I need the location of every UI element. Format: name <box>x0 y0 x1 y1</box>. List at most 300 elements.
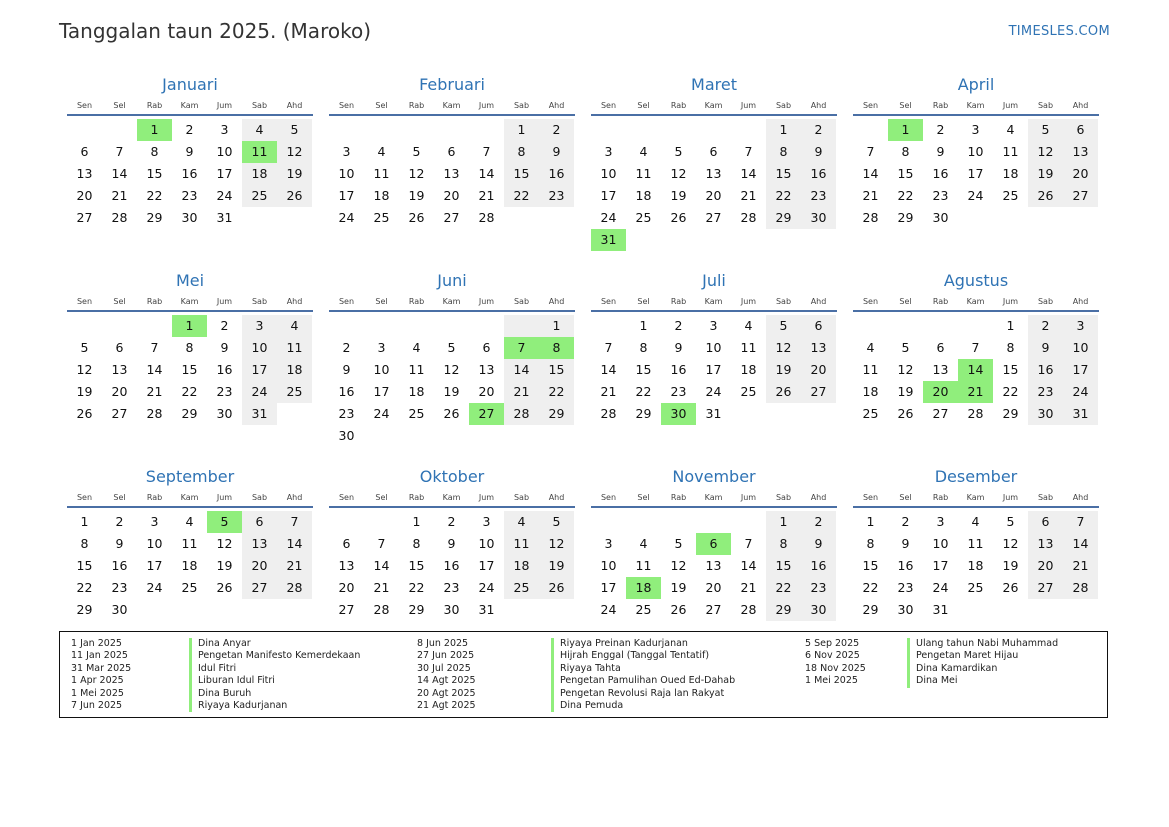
empty-cell <box>277 599 312 621</box>
weekday-label: Sel <box>899 297 912 306</box>
days-grid <box>329 511 575 621</box>
empty-cell <box>364 511 399 533</box>
weekday-label: Jum <box>1002 101 1019 110</box>
legend-column <box>409 638 797 717</box>
day-cell: 11 <box>408 362 425 377</box>
day-cell: 18 <box>1002 166 1019 181</box>
weekday-label: Sab <box>775 493 792 502</box>
legend-date: 31 Mar 2025 <box>71 662 132 674</box>
day-cell: 6 <box>342 536 351 551</box>
day-cell: 12 <box>1002 536 1019 551</box>
day-cell: 9 <box>1028 337 1063 359</box>
day-cell: 15 <box>504 163 539 185</box>
day-cell: 10 <box>478 536 495 551</box>
day-cell: 16 <box>801 163 836 185</box>
day-cell: 16 <box>443 558 460 573</box>
weekday-label: Ahd <box>810 493 827 502</box>
legend-holiday-name: Pengetan Manifesto Kemerdekaan <box>189 650 409 662</box>
day-cell: 14 <box>373 558 390 573</box>
day-cell: 30 <box>932 210 949 225</box>
legend-holiday-name: Riyaya Tahta <box>551 663 797 675</box>
day-cell: 11 <box>862 362 879 377</box>
weekday-header <box>329 294 575 312</box>
weekday-label: Sab <box>775 101 792 110</box>
day-cell: 11 <box>504 533 539 555</box>
day-cell: 27 <box>932 406 949 421</box>
day-cell: 18 <box>242 163 277 185</box>
day-cell: 31 <box>478 602 495 617</box>
day-cell: 2 <box>539 119 574 141</box>
day-cell: 31 <box>1063 403 1098 425</box>
day-cell: 14 <box>146 362 163 377</box>
legend-holiday-name: Dina Pemuda <box>551 700 797 712</box>
legend-date: 7 Jun 2025 <box>71 699 123 711</box>
day-cell: 30 <box>801 599 836 621</box>
empty-cell <box>661 229 696 251</box>
empty-cell <box>329 315 364 337</box>
legend-date: 27 Jun 2025 <box>417 650 475 662</box>
day-cell: 24 <box>216 188 233 203</box>
day-cell: 14 <box>740 166 757 181</box>
day-cell: 20 <box>1063 163 1098 185</box>
empty-cell <box>469 119 504 141</box>
day-cell: 28 <box>862 210 879 225</box>
day-cell: 9 <box>220 340 229 355</box>
day-cell: 28 <box>740 210 757 225</box>
day-cell: 3 <box>342 144 351 159</box>
day-cell: 25 <box>635 602 652 617</box>
legend-column <box>797 638 1107 717</box>
day-cell: 15 <box>1002 362 1019 377</box>
weekday-label: Sen <box>76 297 93 306</box>
day-cell: 25 <box>1002 188 1019 203</box>
day-cell: 25 <box>635 210 652 225</box>
legend-date: 20 Agt 2025 <box>417 687 476 699</box>
day-cell: 9 <box>447 536 456 551</box>
empty-cell <box>696 511 731 533</box>
empty-cell <box>504 315 539 337</box>
legend-holiday-name: Pengetan Maret Hijau <box>907 650 1107 662</box>
legend-date: 11 Jan 2025 <box>71 650 128 662</box>
day-cell: 29 <box>1002 406 1019 421</box>
day-cell: 22 <box>539 381 574 403</box>
empty-cell <box>399 119 434 141</box>
empty-cell <box>434 119 469 141</box>
weekday-label: Kam <box>704 493 723 502</box>
month-januari <box>67 74 313 270</box>
day-cell: 5 <box>447 340 456 355</box>
day-cell: 18 <box>635 188 652 203</box>
day-cell: 22 <box>408 580 425 595</box>
day-cell: 18 <box>181 558 198 573</box>
day-cell: 19 <box>670 580 687 595</box>
day-cell: 23 <box>443 580 460 595</box>
empty-cell <box>277 403 312 425</box>
day-cell: 14 <box>600 362 617 377</box>
day-cell: 30 <box>661 403 696 425</box>
empty-cell <box>434 315 469 337</box>
weekday-label: Rab <box>932 297 949 306</box>
legend-holiday-name: Dina Mei <box>907 675 1107 687</box>
day-cell: 28 <box>478 210 495 225</box>
empty-cell <box>172 599 207 621</box>
day-cell: 31 <box>705 406 722 421</box>
day-cell: 29 <box>76 602 93 617</box>
legend-holiday-name: Liburan Idul Fitri <box>189 675 409 687</box>
day-cell: 7 <box>150 340 159 355</box>
day-cell: 10 <box>600 558 617 573</box>
day-cell: 13 <box>478 362 495 377</box>
day-cell: 8 <box>1006 340 1015 355</box>
weekday-label: Ahd <box>286 101 303 110</box>
day-cell: 14 <box>478 166 495 181</box>
weekday-label: Jum <box>478 297 495 306</box>
days-grid <box>591 315 837 425</box>
empty-cell <box>539 207 574 229</box>
day-cell: 13 <box>705 558 722 573</box>
day-cell: 20 <box>705 580 722 595</box>
day-cell: 17 <box>705 362 722 377</box>
weekday-label: Ahd <box>810 297 827 306</box>
day-cell: 20 <box>478 384 495 399</box>
day-cell: 6 <box>696 533 731 555</box>
day-cell: 3 <box>604 536 613 551</box>
month-februari <box>329 74 575 270</box>
day-cell: 17 <box>216 166 233 181</box>
weekday-label: Kam <box>180 297 199 306</box>
day-cell: 1 <box>766 119 801 141</box>
empty-cell <box>102 119 137 141</box>
day-cell: 8 <box>766 141 801 163</box>
weekday-label: Kam <box>704 297 723 306</box>
day-cell: 5 <box>1028 119 1063 141</box>
day-cell: 18 <box>408 384 425 399</box>
empty-cell <box>993 207 1028 229</box>
day-cell: 6 <box>709 144 718 159</box>
weekday-header <box>853 490 1099 508</box>
day-cell: 22 <box>1002 384 1019 399</box>
legend-date: 21 Agt 2025 <box>417 699 476 711</box>
empty-cell <box>888 315 923 337</box>
empty-cell <box>137 599 172 621</box>
site-link[interactable]: TIMESLES.COM <box>1008 24 1110 39</box>
weekday-label: Kam <box>442 493 461 502</box>
day-cell: 22 <box>635 384 652 399</box>
empty-cell <box>137 315 172 337</box>
day-cell: 12 <box>216 536 233 551</box>
empty-cell <box>626 511 661 533</box>
empty-cell <box>731 229 766 251</box>
day-cell: 27 <box>705 210 722 225</box>
day-cell: 27 <box>801 381 836 403</box>
day-cell: 26 <box>670 210 687 225</box>
day-cell: 29 <box>539 403 574 425</box>
day-cell: 23 <box>932 188 949 203</box>
day-cell: 17 <box>146 558 163 573</box>
empty-cell <box>67 315 102 337</box>
empty-cell <box>591 315 626 337</box>
day-cell: 9 <box>674 340 683 355</box>
day-cell: 9 <box>539 141 574 163</box>
day-cell: 13 <box>705 166 722 181</box>
day-cell: 12 <box>277 141 312 163</box>
day-cell: 1 <box>504 119 539 141</box>
day-cell: 25 <box>277 381 312 403</box>
day-cell: 7 <box>115 144 124 159</box>
day-cell: 12 <box>76 362 93 377</box>
month-name: April <box>957 75 995 94</box>
day-cell: 4 <box>412 340 421 355</box>
day-cell: 28 <box>1063 577 1098 599</box>
weekday-label: Sen <box>862 101 879 110</box>
weekday-label: Sel <box>375 493 388 502</box>
weekday-label: Sab <box>1037 101 1054 110</box>
day-cell: 22 <box>76 580 93 595</box>
day-cell: 29 <box>181 406 198 421</box>
day-cell: 24 <box>1063 381 1098 403</box>
day-cell: 1 <box>412 514 421 529</box>
weekday-label: Sen <box>862 493 879 502</box>
day-cell: 22 <box>897 188 914 203</box>
day-cell: 15 <box>862 558 879 573</box>
day-cell: 7 <box>971 340 980 355</box>
day-cell: 7 <box>277 511 312 533</box>
day-cell: 12 <box>670 558 687 573</box>
empty-cell <box>364 119 399 141</box>
day-cell: 1 <box>639 318 648 333</box>
day-cell: 10 <box>932 536 949 551</box>
weekday-header <box>591 294 837 312</box>
day-cell: 24 <box>600 210 617 225</box>
day-cell: 24 <box>967 188 984 203</box>
days-grid <box>853 119 1099 229</box>
month-name: Mei <box>175 271 205 290</box>
day-cell: 15 <box>897 166 914 181</box>
day-cell: 6 <box>80 144 89 159</box>
empty-cell <box>329 511 364 533</box>
weekday-header <box>67 294 313 312</box>
weekday-label: Jum <box>216 101 233 110</box>
weekday-label: Ahd <box>1072 101 1089 110</box>
day-cell: 20 <box>923 381 958 403</box>
day-cell: 3 <box>709 318 718 333</box>
empty-cell <box>67 119 102 141</box>
month-april <box>853 74 1099 270</box>
day-cell: 29 <box>766 207 801 229</box>
legend-holiday-name: Dina Buruh <box>189 688 409 700</box>
day-cell: 29 <box>766 599 801 621</box>
weekday-header <box>853 98 1099 116</box>
empty-cell <box>1063 599 1098 621</box>
day-cell: 11 <box>967 536 984 551</box>
day-cell: 12 <box>539 533 574 555</box>
day-cell: 14 <box>1063 533 1098 555</box>
day-cell: 2 <box>674 318 683 333</box>
day-cell: 20 <box>338 580 355 595</box>
day-cell: 29 <box>862 602 879 617</box>
day-cell: 14 <box>504 359 539 381</box>
day-cell: 24 <box>932 580 949 595</box>
day-cell: 22 <box>146 188 163 203</box>
day-cell: 17 <box>373 384 390 399</box>
day-cell: 7 <box>1063 511 1098 533</box>
empty-cell <box>766 403 801 425</box>
days-grid <box>591 119 837 251</box>
day-cell: 21 <box>862 188 879 203</box>
weekday-label: Ahd <box>548 493 565 502</box>
day-cell: 21 <box>146 384 163 399</box>
day-cell: 7 <box>744 536 753 551</box>
day-cell: 21 <box>1063 555 1098 577</box>
day-cell: 24 <box>338 210 355 225</box>
day-cell: 2 <box>115 514 124 529</box>
day-cell: 26 <box>897 406 914 421</box>
month-name: Desember <box>934 467 1018 486</box>
day-cell: 8 <box>504 141 539 163</box>
day-cell: 11 <box>181 536 198 551</box>
day-cell: 3 <box>936 514 945 529</box>
weekday-label: Sel <box>113 297 126 306</box>
day-cell: 25 <box>740 384 757 399</box>
weekday-label: Rab <box>932 493 949 502</box>
weekday-label: Sen <box>76 101 93 110</box>
day-cell: 25 <box>967 580 984 595</box>
weekday-label: Ahd <box>810 101 827 110</box>
day-cell: 14 <box>958 359 993 381</box>
empty-cell <box>277 207 312 229</box>
month-name: Februari <box>419 75 485 94</box>
day-cell: 15 <box>76 558 93 573</box>
weekday-label: Kam <box>442 297 461 306</box>
day-cell: 2 <box>185 122 194 137</box>
days-grid <box>67 315 313 425</box>
day-cell: 10 <box>600 166 617 181</box>
day-cell: 4 <box>242 119 277 141</box>
legend-date: 1 Mei 2025 <box>71 687 124 699</box>
days-grid <box>591 511 837 621</box>
legend-date: 8 Jun 2025 <box>417 638 469 649</box>
legend-date: 14 Agt 2025 <box>417 675 476 687</box>
day-cell: 23 <box>897 580 914 595</box>
weekday-label: Sab <box>251 493 268 502</box>
day-cell: 18 <box>277 359 312 381</box>
day-cell: 26 <box>539 577 574 599</box>
day-cell: 2 <box>936 122 945 137</box>
day-cell: 24 <box>373 406 390 421</box>
weekday-label: Rab <box>408 101 425 110</box>
day-cell: 10 <box>705 340 722 355</box>
weekday-label: Jum <box>740 101 757 110</box>
day-cell: 5 <box>207 511 242 533</box>
day-cell: 10 <box>242 337 277 359</box>
day-cell: 20 <box>705 188 722 203</box>
weekday-label: Sab <box>513 493 530 502</box>
day-cell: 10 <box>216 144 233 159</box>
day-cell: 9 <box>801 533 836 555</box>
day-cell: 26 <box>1002 580 1019 595</box>
day-cell: 30 <box>443 602 460 617</box>
day-cell: 5 <box>674 144 683 159</box>
day-cell: 25 <box>373 210 390 225</box>
day-cell: 19 <box>539 555 574 577</box>
days-grid <box>853 315 1099 425</box>
weekday-label: Rab <box>670 297 687 306</box>
day-cell: 27 <box>1063 185 1098 207</box>
days-grid <box>329 119 575 229</box>
day-cell: 1 <box>1006 318 1015 333</box>
weekday-label: Sen <box>862 297 879 306</box>
day-cell: 2 <box>342 340 351 355</box>
day-cell: 10 <box>1063 337 1098 359</box>
day-cell: 6 <box>801 315 836 337</box>
empty-cell <box>539 599 574 621</box>
day-cell: 12 <box>897 362 914 377</box>
day-cell: 16 <box>1028 359 1063 381</box>
weekday-header <box>67 490 313 508</box>
day-cell: 30 <box>338 428 355 443</box>
day-cell: 17 <box>600 580 617 595</box>
day-cell: 8 <box>412 536 421 551</box>
day-cell: 25 <box>862 406 879 421</box>
empty-cell <box>434 425 469 447</box>
empty-cell <box>102 315 137 337</box>
day-cell: 11 <box>242 141 277 163</box>
day-cell: 6 <box>1028 511 1063 533</box>
day-cell: 9 <box>185 144 194 159</box>
empty-cell <box>626 229 661 251</box>
weekday-label: Rab <box>146 101 163 110</box>
day-cell: 19 <box>1002 558 1019 573</box>
day-cell: 30 <box>111 602 128 617</box>
day-cell: 30 <box>897 602 914 617</box>
month-mei <box>67 270 313 466</box>
day-cell: 3 <box>482 514 491 529</box>
empty-cell <box>329 119 364 141</box>
day-cell: 27 <box>443 210 460 225</box>
empty-cell <box>958 207 993 229</box>
day-cell: 5 <box>277 119 312 141</box>
month-name: September <box>145 467 235 486</box>
day-cell: 11 <box>635 166 652 181</box>
weekday-label: Sab <box>513 297 530 306</box>
day-cell: 5 <box>412 144 421 159</box>
weekday-label: Sen <box>600 101 617 110</box>
day-cell: 23 <box>670 384 687 399</box>
empty-cell <box>399 315 434 337</box>
day-cell: 20 <box>1028 555 1063 577</box>
weekday-label: Sen <box>76 493 93 502</box>
day-cell: 5 <box>901 340 910 355</box>
legend-holiday-name: Dina Kamardikan <box>907 663 1107 675</box>
empty-cell <box>1028 599 1063 621</box>
day-cell: 15 <box>766 163 801 185</box>
month-name: Oktober <box>419 467 485 486</box>
empty-cell <box>364 425 399 447</box>
weekday-label: Ahd <box>1072 297 1089 306</box>
day-cell: 22 <box>766 185 801 207</box>
day-cell: 18 <box>373 188 390 203</box>
day-cell: 6 <box>242 511 277 533</box>
weekday-label: Jum <box>478 101 495 110</box>
day-cell: 28 <box>740 602 757 617</box>
day-cell: 13 <box>443 166 460 181</box>
day-cell: 19 <box>766 359 801 381</box>
day-cell: 9 <box>936 144 945 159</box>
legend-date: 30 Jul 2025 <box>417 662 471 674</box>
empty-cell <box>1063 207 1098 229</box>
day-cell: 30 <box>216 406 233 421</box>
day-cell: 22 <box>504 185 539 207</box>
